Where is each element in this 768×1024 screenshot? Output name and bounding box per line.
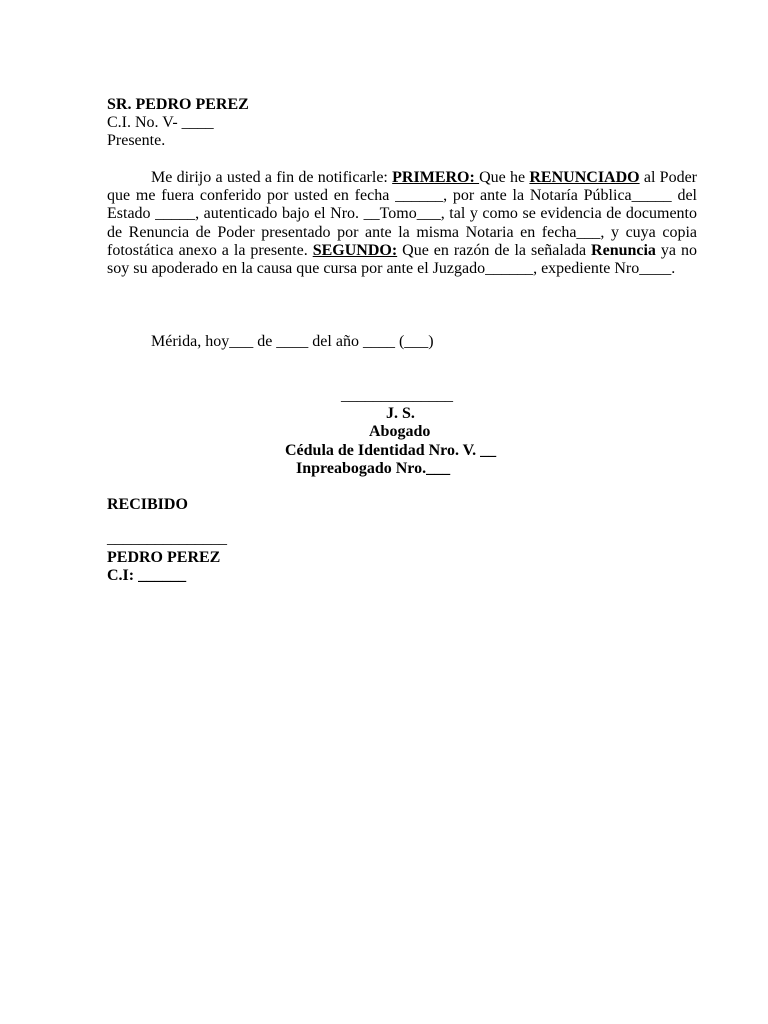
receipt-label: RECIBIDO: [107, 496, 188, 513]
receipt-name: PEDRO PEREZ: [107, 548, 221, 566]
renuncia-word: Renuncia: [591, 241, 656, 259]
date-line: Mérida, hoy___ de ____ del año ____ (___): [151, 333, 434, 350]
signature-inpre: Inpreabogado Nro.___: [296, 459, 451, 477]
recipient-greeting: Presente.: [107, 132, 166, 150]
date-block: [151, 333, 697, 351]
body-paragraph: [107, 169, 697, 278]
recipient-name: SR. PEDRO PEREZ: [107, 96, 249, 113]
body-text-3: ya no soy su apoderado en la causa que cursa por ante el Juzgado______, expediente Nro____.: [107, 241, 697, 278]
signature-line: ______________: [341, 387, 453, 404]
primero-label: PRIMERO:: [392, 169, 480, 186]
body-text-2: Que en razón de la señalada: [397, 241, 592, 259]
signature-cedula: Cédula de Identidad Nro. V. __: [285, 441, 497, 459]
primero-text: Que he: [479, 169, 530, 186]
body-intro: Me dirijo a usted a fin de notificarle:: [151, 169, 393, 186]
signature-initials: J. S.: [386, 405, 415, 423]
body-text-1: al Poder que me fuera conferido por usted en fecha ______, por ante la Notaría Pública_____ del Estado _____, autenticado bajo el Nro. __Tomo___, tal y como se evidencia de documento de Renuncia de Poder presentado por ante la misma Notaria en fecha___, y cuya copia fotostática anexo a la presente.: [107, 169, 698, 259]
renunciado-word: RENUNCIADO: [529, 169, 640, 186]
recipient-block: [107, 96, 697, 151]
receipt-block: [107, 496, 697, 585]
signature-block: [107, 387, 697, 478]
recipient-ci: C.I. No. V- ____: [107, 114, 214, 132]
signature-title: Abogado: [369, 423, 431, 441]
receipt-ci: C.I: ______: [107, 566, 187, 584]
segundo-label: SEGUNDO:: [312, 241, 398, 259]
receipt-line: _______________: [107, 530, 227, 548]
